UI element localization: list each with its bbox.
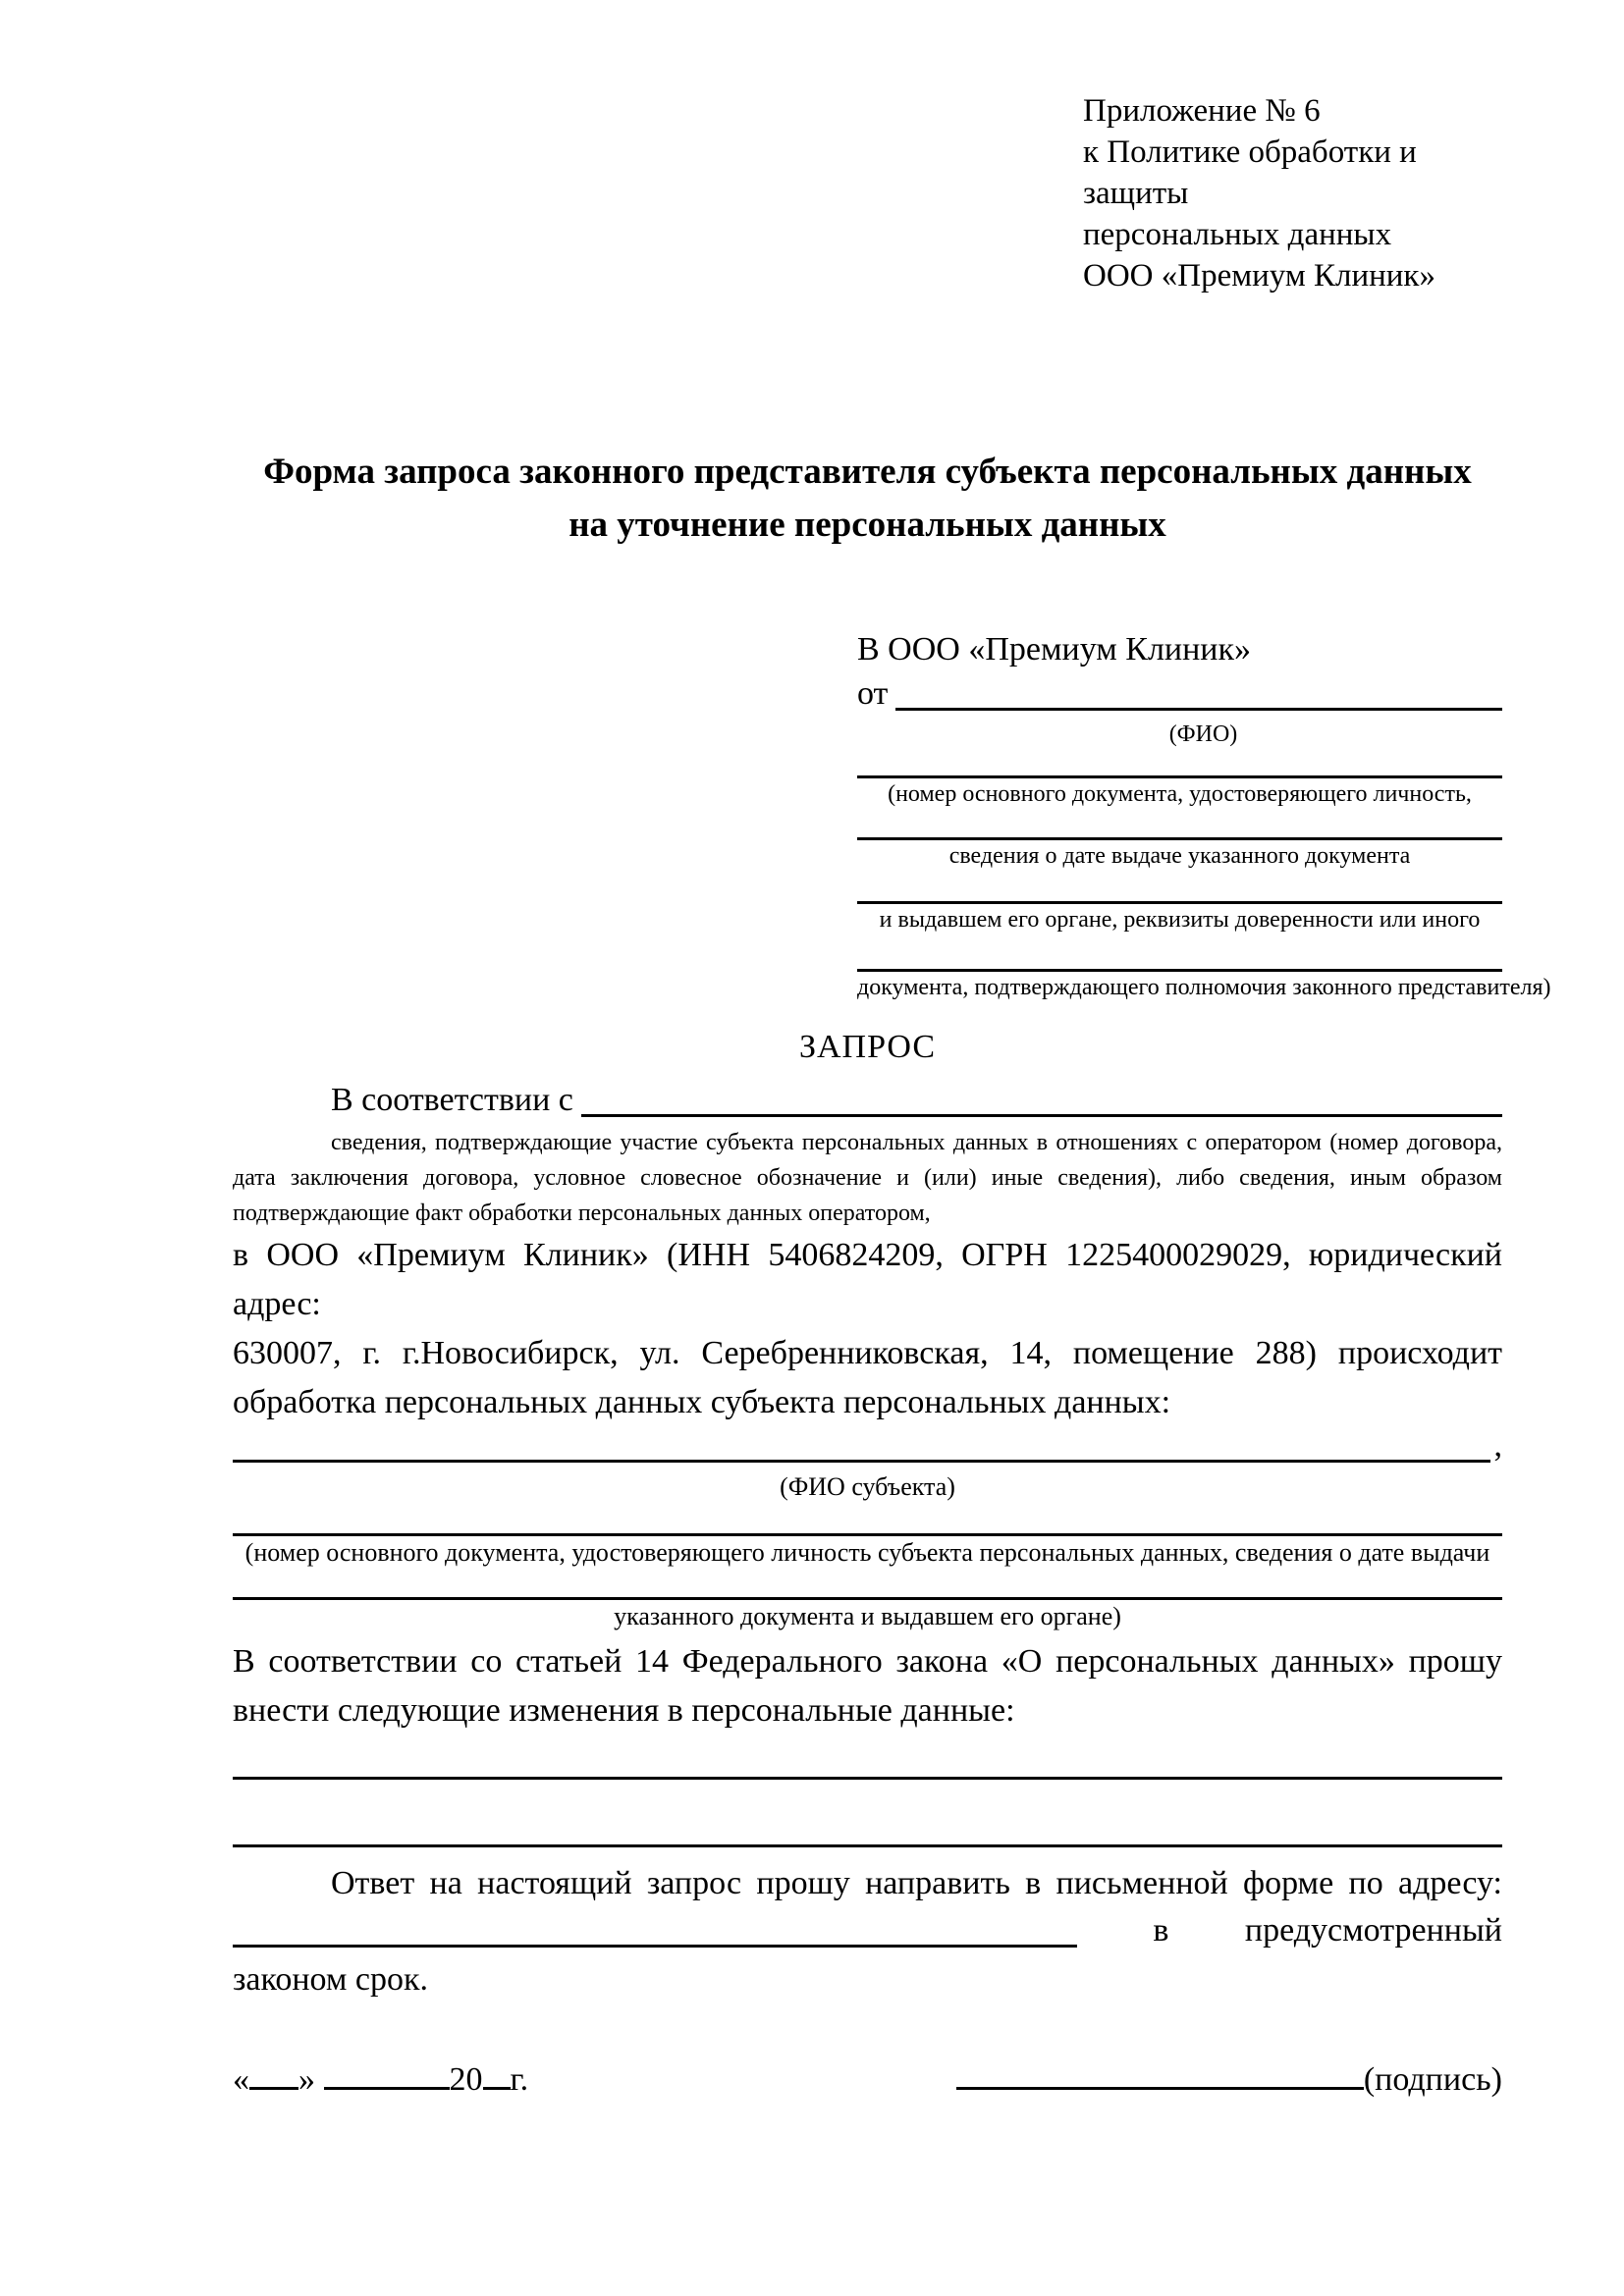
caption-issue-date: сведения о дате выдаче указанного документа bbox=[948, 843, 1411, 869]
month-fill-line bbox=[324, 2087, 450, 2090]
document-title-line1: Форма запроса законного представителя субъекта персональных данных bbox=[263, 452, 1472, 492]
appendix-header bbox=[1083, 90, 1502, 296]
subject-fio-fill-line bbox=[233, 1460, 1490, 1463]
blank-line-doc-number bbox=[857, 750, 1502, 778]
year-suffix: г. bbox=[510, 2061, 529, 2098]
year-prefix: 20 bbox=[449, 2061, 483, 2098]
fio-caption: (ФИО) bbox=[1168, 721, 1238, 747]
law-paragraph bbox=[233, 1637, 1502, 1735]
intro-fill-line bbox=[581, 1114, 1502, 1117]
caption-doc-number: (номер основного документа, удостоверяющего личность, bbox=[888, 781, 1472, 807]
year-fill-line bbox=[483, 2087, 511, 2090]
caption-issuing-authority: и выдавшем его органе, реквизиты доверенности или иного bbox=[879, 907, 1481, 933]
subject-doc-caption-1: (номер основного документа, удостоверяющего личность субъекта персональных данных, сведения о дате выдачи bbox=[244, 1538, 1490, 1567]
operator-paragraph-line: 630007, г. г.Новосибирск, ул. Серебренниковская, 14, помещение 288) происходит bbox=[233, 1335, 1502, 1371]
subject-doc-caption-2: указанного документа и выдавшем его органе) bbox=[614, 1602, 1121, 1630]
from-row bbox=[857, 673, 1502, 719]
answer-address-row bbox=[233, 1908, 1502, 1955]
addressee-block bbox=[857, 626, 1551, 1003]
intro-row bbox=[233, 1080, 1502, 1125]
from-label: от bbox=[857, 675, 889, 712]
appendix-header-line: к Политике обработки и защиты bbox=[1083, 134, 1417, 211]
answer-address-fill-line bbox=[233, 1945, 1077, 1948]
subject-fio-row bbox=[233, 1427, 1502, 1470]
answer-word-v: в bbox=[1153, 1912, 1169, 1949]
date-field bbox=[233, 2056, 528, 2105]
from-fill-line bbox=[895, 708, 1502, 711]
day-fill-line bbox=[249, 2087, 298, 2090]
signature-fill-line bbox=[956, 2087, 1364, 2090]
intro-prefix: В соответствии с bbox=[331, 1082, 573, 1118]
document-title-line2: на уточнение персональных данных bbox=[568, 505, 1166, 545]
blank-line-issuing-authority bbox=[857, 872, 1502, 904]
appendix-header-line: персональных данных bbox=[1083, 217, 1392, 252]
blank-line-issue-date bbox=[857, 810, 1502, 840]
signature-row bbox=[233, 2056, 1502, 2105]
answer-paragraph-line1: Ответ на настоящий запрос прошу направить в письменной форме по адресу: bbox=[331, 1865, 1502, 1901]
blank-line-changes-1 bbox=[233, 1735, 1502, 1780]
answer-paragraph-line3: законом срок. bbox=[233, 1961, 428, 1998]
operator-paragraph bbox=[233, 1231, 1502, 1427]
blank-line-subject-doc bbox=[233, 1504, 1502, 1536]
appendix-header-line: Приложение № 6 bbox=[1083, 93, 1321, 129]
law-paragraph-line: внести следующие изменения в персональные данные: bbox=[233, 1692, 1015, 1729]
subject-fio-caption: (ФИО субъекта) bbox=[780, 1472, 955, 1501]
signature-caption: (подпись) bbox=[1363, 2061, 1502, 2098]
answer-paragraph bbox=[233, 1859, 1502, 2004]
subject-line-comma: , bbox=[1493, 1427, 1502, 1464]
blank-line-representative-doc bbox=[857, 935, 1502, 972]
document-title bbox=[233, 446, 1502, 552]
request-heading: ЗАПРОС bbox=[798, 1029, 937, 1065]
appendix-header-line: ООО «Премиум Клиник» bbox=[1083, 258, 1435, 294]
close-quote: » bbox=[298, 2061, 315, 2098]
page-content bbox=[233, 0, 1551, 2105]
addressee-to: В ООО «Премиум Клиник» bbox=[857, 631, 1252, 667]
law-paragraph-line: В соответствии со статьей 14 Федерального закона «О персональных данных» прошу bbox=[233, 1643, 1502, 1680]
caption-representative-doc: документа, подтверждающего полномочия законного представителя) bbox=[857, 975, 1551, 1000]
signature-field bbox=[956, 2056, 1502, 2105]
operator-paragraph-line: в ООО «Премиум Клиник» (ИНН 5406824209, ОГРН 1225400029029, юридический адрес: bbox=[233, 1237, 1502, 1322]
blank-line-subject-doc-2 bbox=[233, 1570, 1502, 1600]
operator-paragraph-line: обработка персональных данных субъекта персональных данных: bbox=[233, 1384, 1171, 1420]
open-quote: « bbox=[233, 2061, 249, 2098]
intro-caption: сведения, подтверждающие участие субъекта персональных данных в отношениях с оператором (номер договора, дата заключения договора, условное словесное обозначение и (или) иные сведения), либо сведения, иным образом подтверждающие факт обработки персональных данных оператором, bbox=[233, 1130, 1502, 1226]
answer-word-predusmotrenny: предусмотренный bbox=[1244, 1912, 1502, 1949]
blank-line-changes-2 bbox=[233, 1780, 1502, 1847]
